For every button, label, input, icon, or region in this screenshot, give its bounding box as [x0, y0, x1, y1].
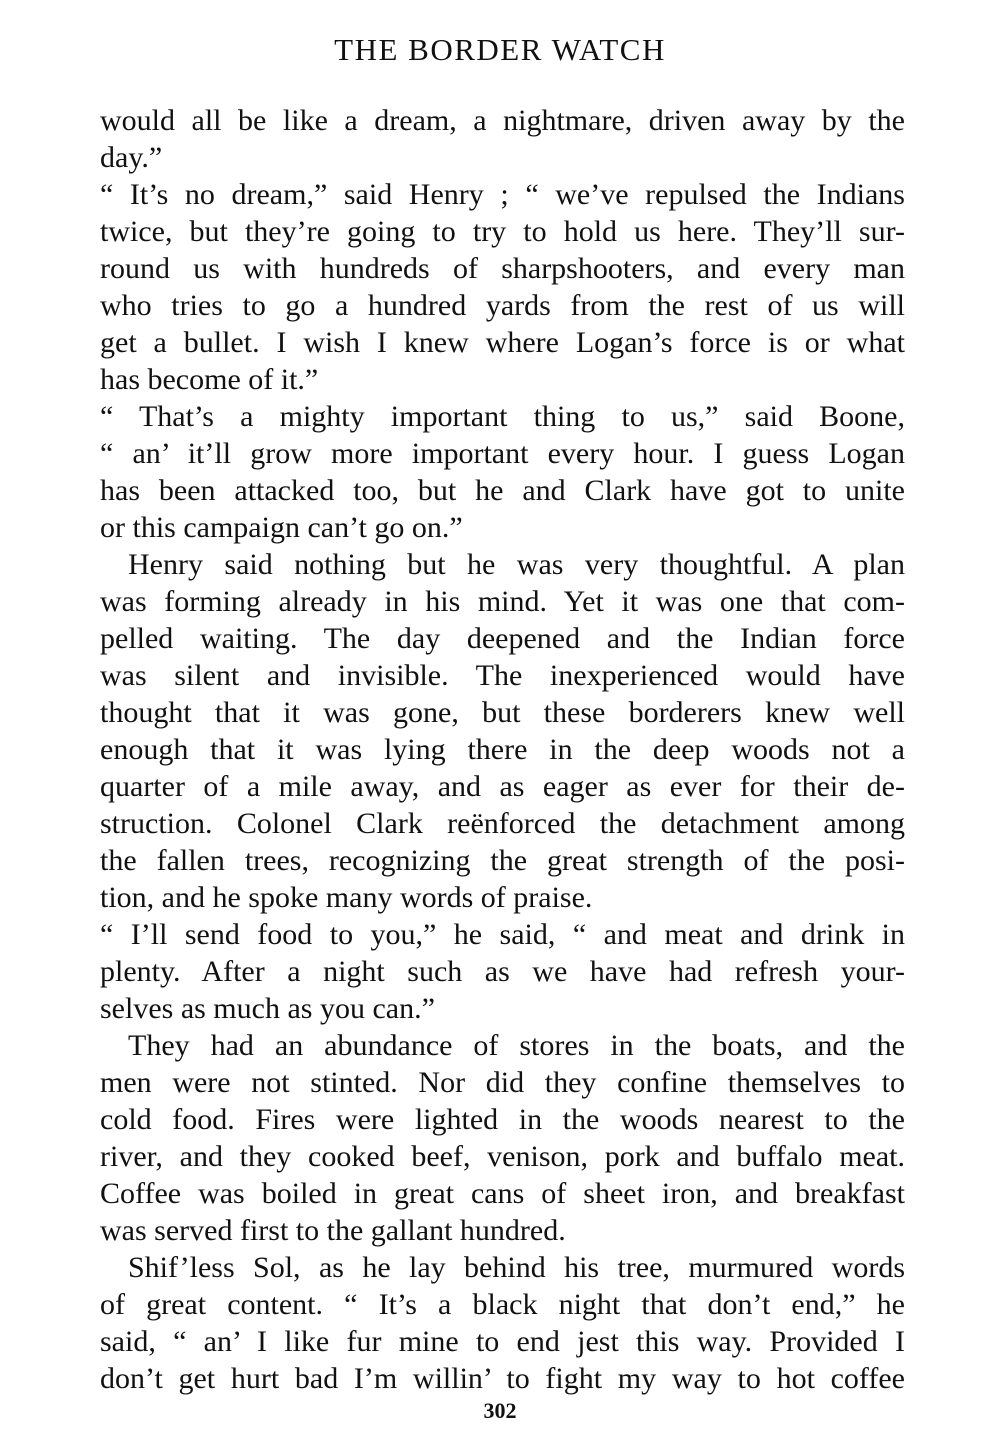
page-number: 302 — [483, 1398, 517, 1423]
text-line: don’t get hurt bad I’m willin’ to fight my way to hot coffee — [100, 1362, 905, 1395]
text-line: “ It’s no dream,” said Henry ; “ we’ve repulsed the Indians — [100, 178, 905, 211]
text-line: selves as much as you can.” — [100, 992, 435, 1025]
text-line: quarter of a mile away, and as eager as ever for their de- — [100, 770, 905, 803]
text-line: was forming already in his mind. Yet it was one that com- — [100, 585, 905, 618]
running-head: THE BORDER WATCH — [334, 32, 666, 67]
text-line: tion, and he spoke many words of praise. — [100, 881, 593, 914]
text-line: “ an’ it’ll grow more important every hour. I guess Logan — [100, 437, 905, 470]
text-line: Coffee was boiled in great cans of sheet iron, and breakfast — [100, 1177, 905, 1210]
text-line: “ That’s a mighty important thing to us,” said Boone, — [100, 400, 905, 433]
text-line: men were not stinted. Nor did they confine themselves to — [100, 1066, 905, 1099]
text-line: enough that it was lying there in the deep woods not a — [100, 733, 905, 766]
text-line: They had an abundance of stores in the boats, and the — [128, 1029, 905, 1062]
text-line: day.” — [100, 141, 163, 174]
text-line: of great content. “ It’s a black night that don’t end,” he — [100, 1288, 905, 1321]
text-line: has become of it.” — [100, 363, 319, 396]
text-line: round us with hundreds of sharpshooters, and every man — [100, 252, 905, 285]
text-line: plenty. After a night such as we have had refresh your- — [100, 955, 905, 988]
text-line: pelled waiting. The day deepened and the Indian force — [100, 622, 905, 655]
text-line: river, and they cooked beef, venison, pork and buffalo meat. — [100, 1140, 905, 1173]
text-line: said, “ an’ I like fur mine to end jest this way. Provided I — [100, 1325, 905, 1358]
text-line: “ I’ll send food to you,” he said, “ and meat and drink in — [100, 918, 905, 951]
text-line: twice, but they’re going to try to hold us here. They’ll sur- — [100, 215, 905, 248]
text-line: or this campaign can’t go on.” — [100, 511, 463, 544]
text-line: get a bullet. I wish I knew where Logan’s force is or what — [100, 326, 905, 359]
text-line: thought that it was gone, but these borderers knew well — [100, 696, 905, 729]
text-line: cold food. Fires were lighted in the woods nearest to the — [100, 1103, 905, 1136]
text-line: would all be like a dream, a nightmare, driven away by the — [100, 104, 905, 137]
text-line: Henry said nothing but he was very thoughtful. A plan — [128, 548, 905, 581]
text-line: has been attacked too, but he and Clark have got to unite — [100, 474, 905, 507]
text-line: the fallen trees, recognizing the great strength of the posi- — [100, 844, 905, 877]
text-line: was served first to the gallant hundred. — [100, 1214, 566, 1247]
body-text — [100, 102, 905, 1397]
text-line: struction. Colonel Clark reënforced the detachment among — [100, 807, 905, 840]
text-line: Shif’less Sol, as he lay behind his tree, murmured words — [128, 1251, 905, 1284]
text-line: who tries to go a hundred yards from the rest of us will — [100, 289, 905, 322]
text-line: was silent and invisible. The inexperienced would have — [100, 659, 905, 692]
